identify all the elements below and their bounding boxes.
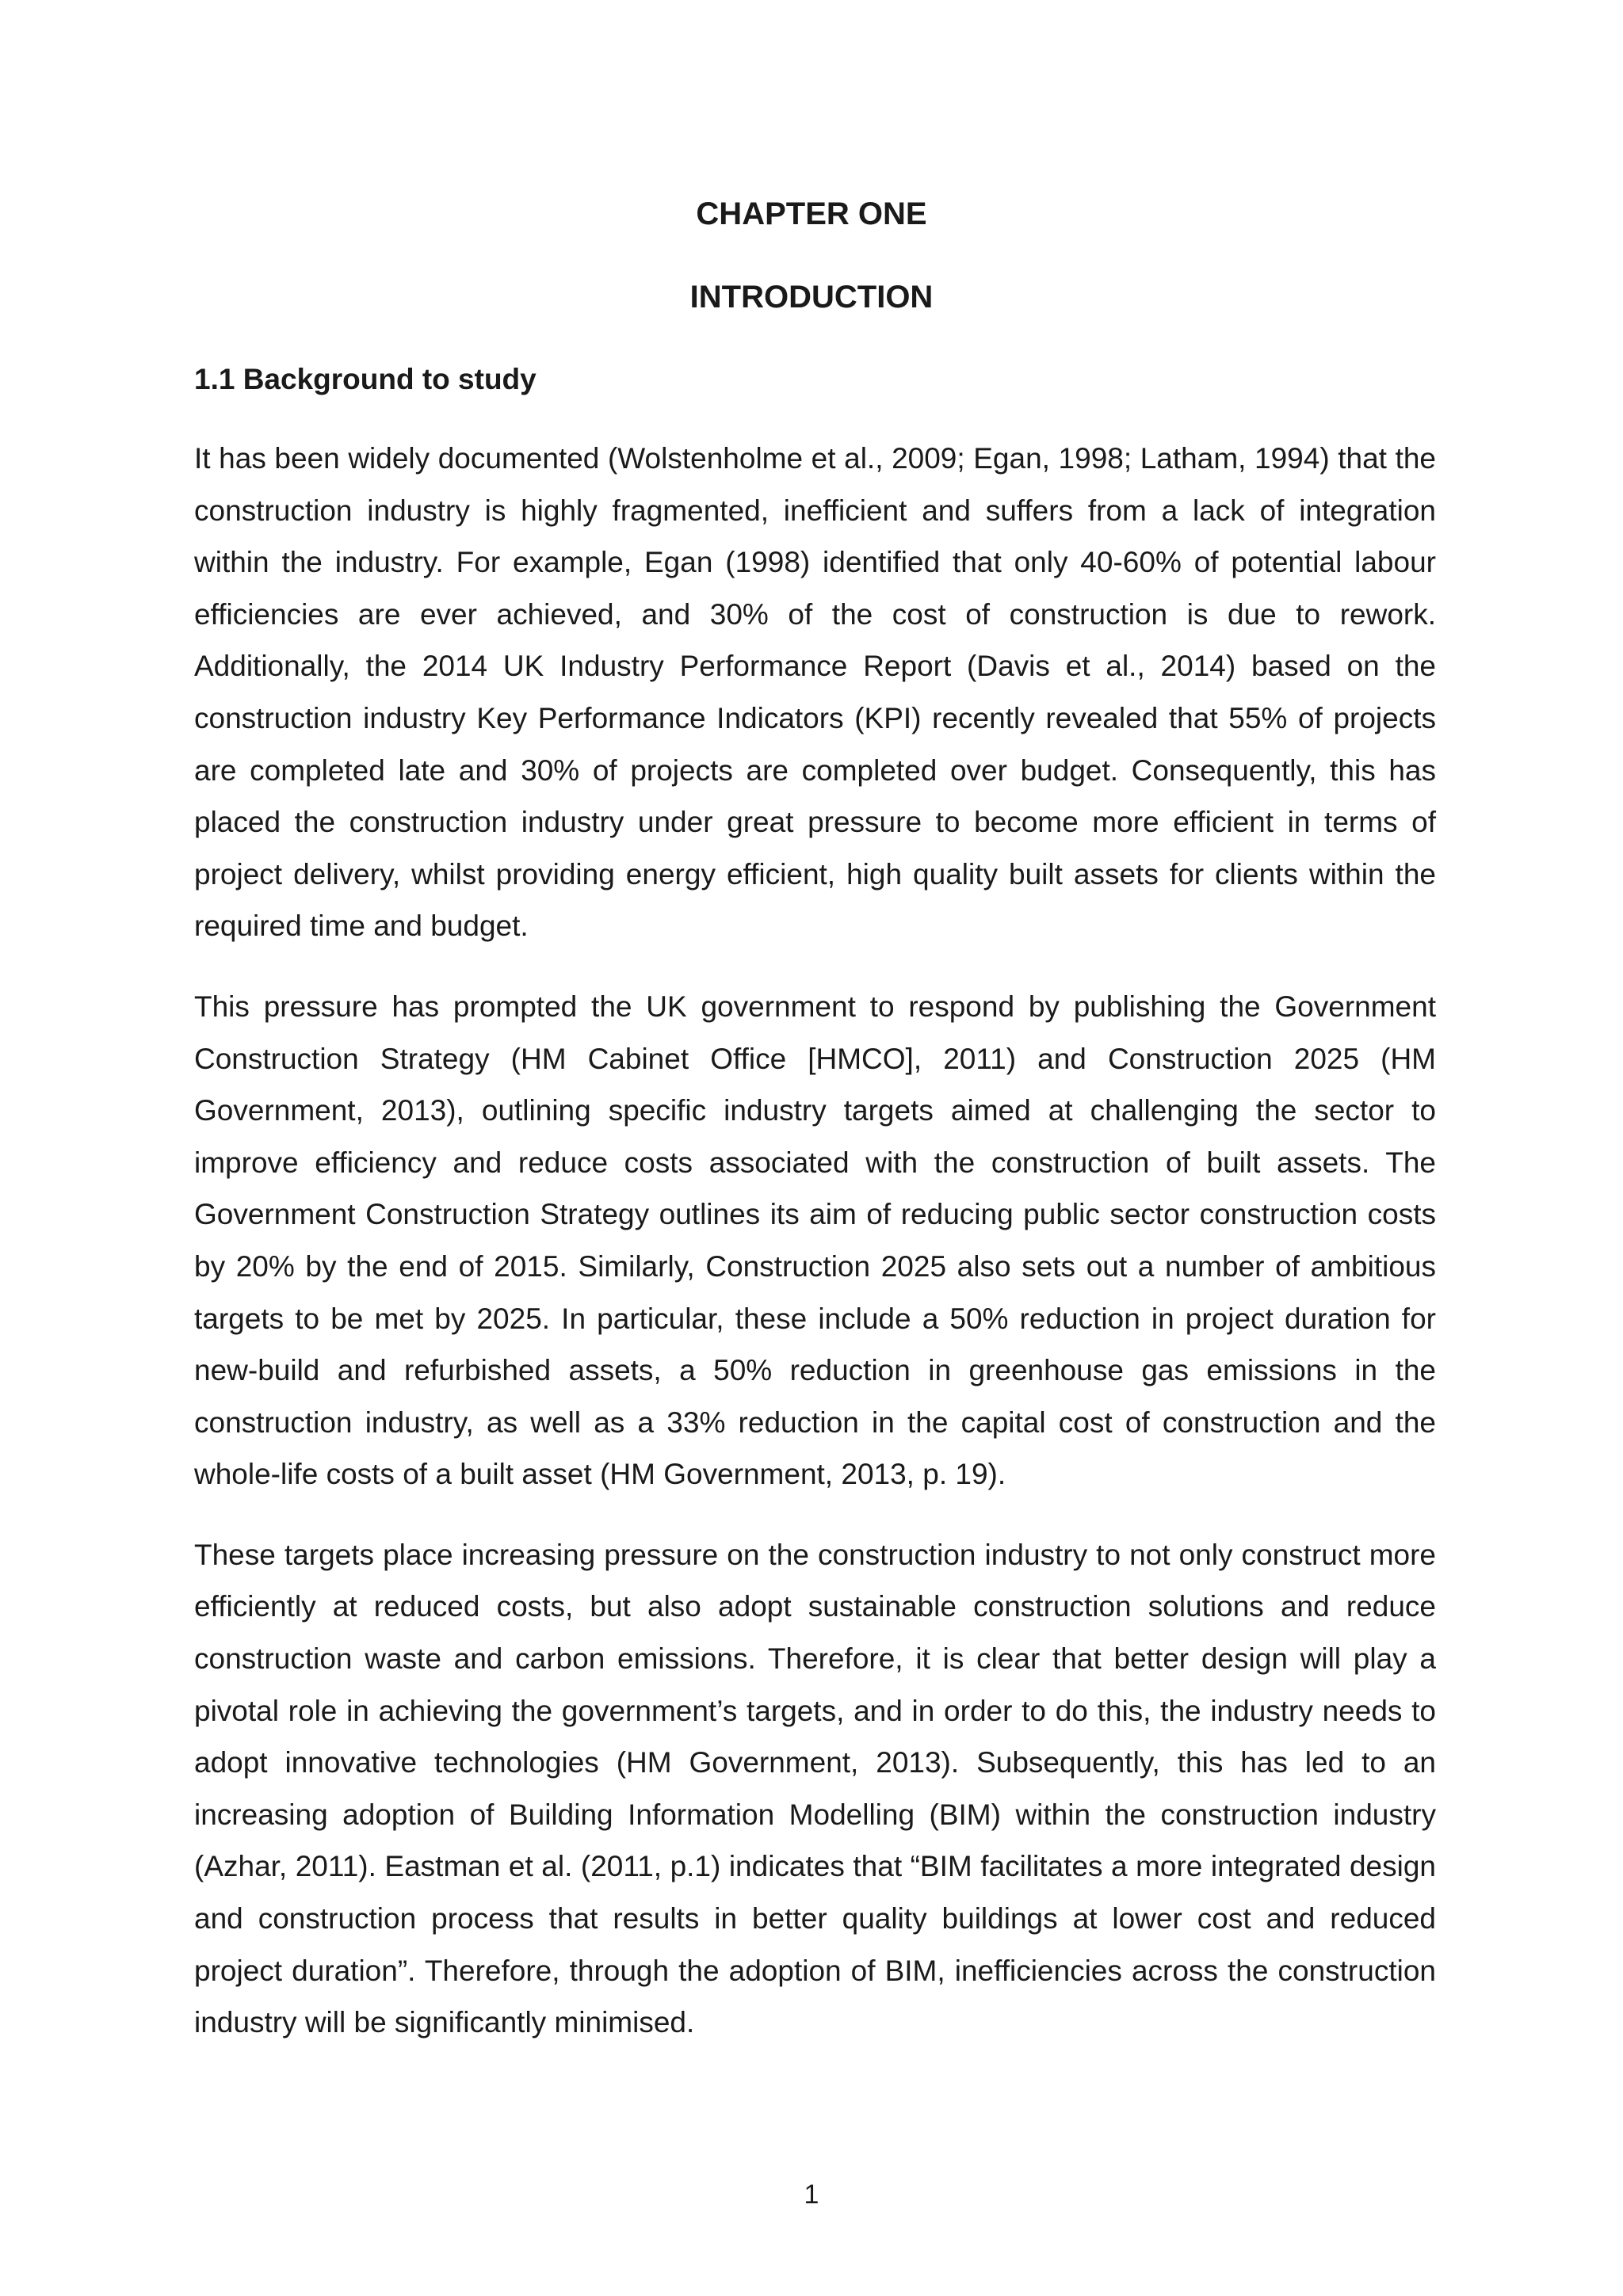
chapter-title: INTRODUCTION [689, 280, 934, 315]
page-number: 1 [804, 2180, 819, 2210]
paragraph-3: These targets place increasing pressure on the construction industry to not only construct more efficiently at reduced costs, but also adopt sustainable construction solutions and reduce construction waste and carbon emissions. Therefore, it is clear that better design will play a pivotal role in achieving the government’s targets, and in order to do this, the industry needs to adopt innovative technologies (HM Government, 2013). Subsequently, this has led to an increasing adoption of Building Information Modelling (BIM) within the construction industry (Azhar, 2011). Eastman et al. (2011, p.1) indicates that “BIM facilitates a more integrated design and construction process that results in better quality buildings at lower cost and reduced project duration”. Therefore, through the adoption of BIM, inefficiencies across the construction industry will be significantly minimised. [194, 1538, 1436, 2039]
chapter-label: CHAPTER ONE [696, 196, 927, 231]
body-text [194, 433, 1436, 2077]
paragraph-1: It has been widely documented (Wolstenholme et al., 2009; Egan, 1998; Latham, 1994) that the construction industry is highly fragmented, inefficient and suffers from a lack of integration within the industry. For example, Egan (1998) identified that only 40-60% of potential labour efficiencies are ever achieved, and 30% of the cost of construction is due to rework. Additionally, the 2014 UK Industry Performance Report (Davis et al., 2014) based on the construction industry Key Performance Indicators (KPI) recently revealed that 55% of projects are completed late and 30% of projects are completed over budget. Consequently, this has placed the construction industry under great pressure to become more efficient in terms of project delivery, whilst providing energy efficient, high quality built assets for clients within the required time and budget. [194, 442, 1436, 943]
paragraph-2: This pressure has prompted the UK government to respond by publishing the Government Construction Strategy (HM Cabinet Office [HMCO], 2011) and Construction 2025 (HM Government, 2013), outlining specific industry targets aimed at challenging the sector to improve efficiency and reduce costs associated with the construction of built assets. The Government Construction Strategy outlines its aim of reducing public sector construction costs by 20% by the end of 2015. Similarly, Construction 2025 also sets out a number of ambitious targets to be met by 2025. In particular, these include a 50% reduction in project duration for new-build and refurbished assets, a 50% reduction in greenhouse gas emissions in the construction industry, as well as a 33% reduction in the capital cost of construction and the whole-life costs of a built asset (HM Government, 2013, p. 19). [194, 990, 1436, 1491]
section-heading: 1.1 Background to study [194, 363, 537, 395]
